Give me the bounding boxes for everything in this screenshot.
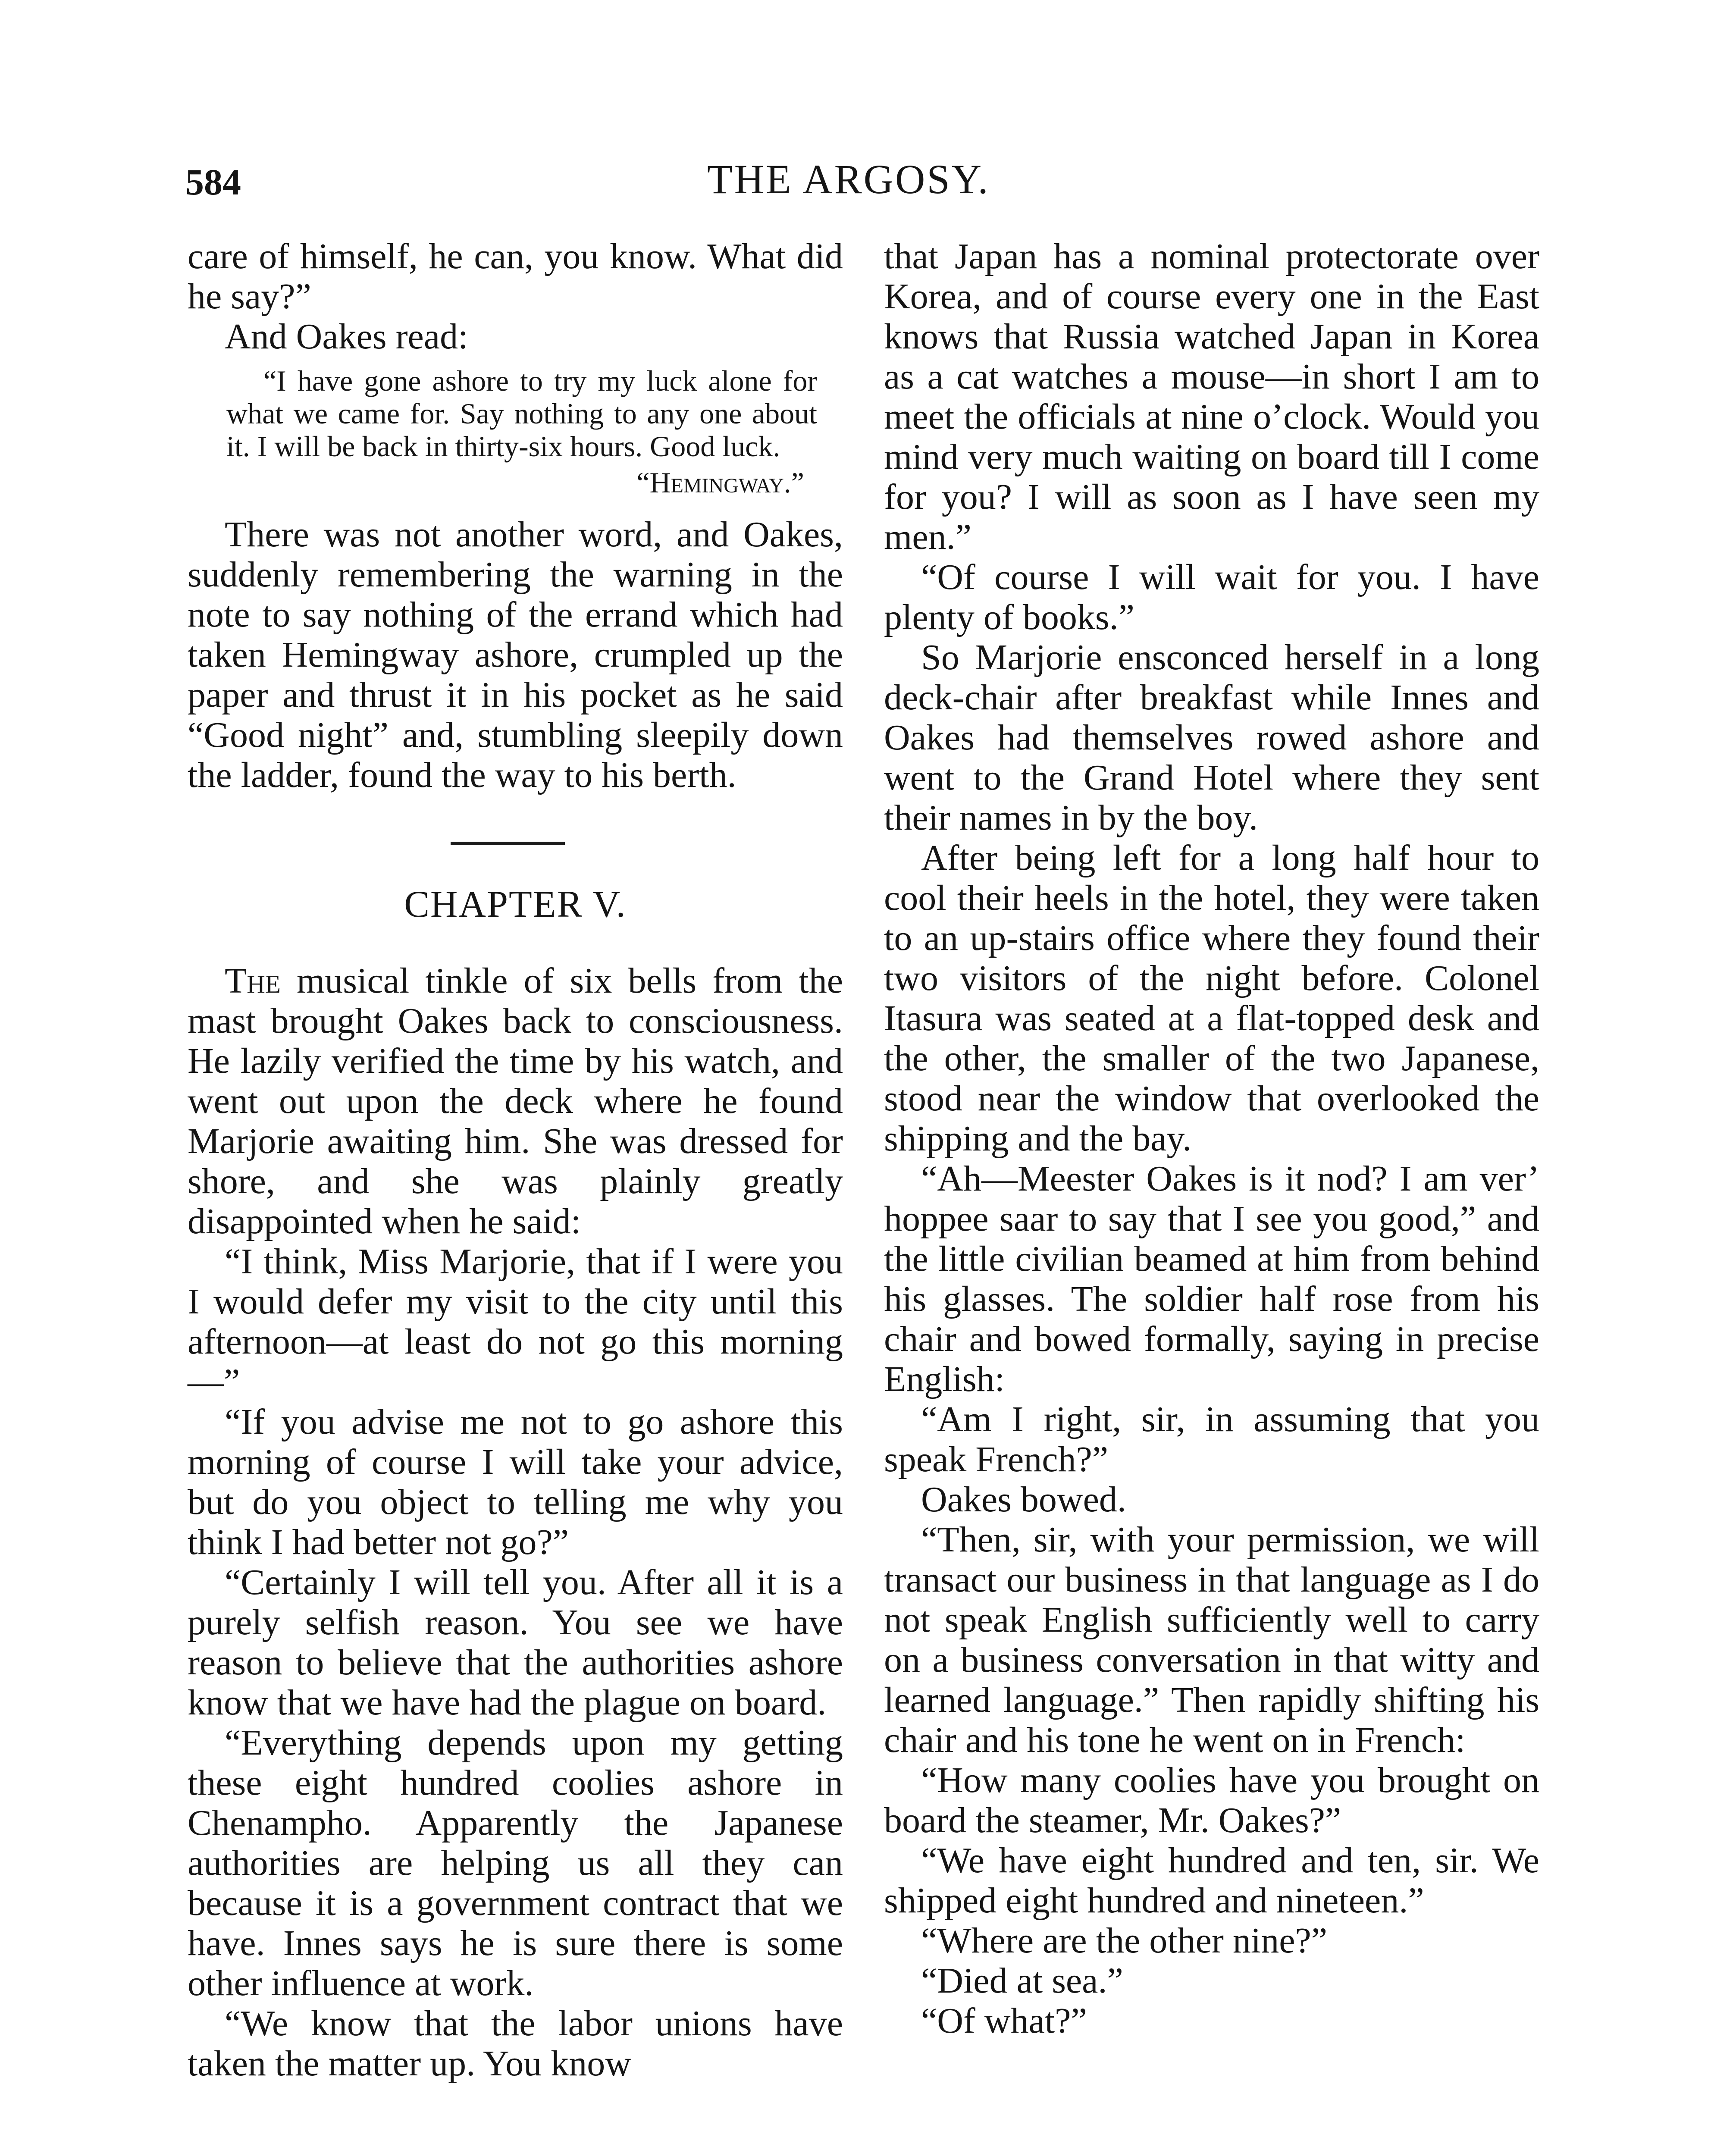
paragraph: that Japan has a nominal protectorate over Korea, and of course every one in the East knows that Russia watched Japan in Korea as a cat watches a mouse—in short I am to meet the officials at nine o’clock. Would you mind very much waiting on board till I come for you? I will as soon as I have seen my men.” [884, 236, 1539, 557]
paragraph: “Then, sir, with your permission, we will transact our business in that language as I do not speak English sufficiently well to carry on a business conversation in that witty and learned language.” Then rapidly shifting his chair and his tone he went on in French: [884, 1520, 1539, 1760]
paragraph: “Died at sea.” [921, 1961, 1123, 2001]
paragraph: “If you advise me not to go ashore this morning of course I will take your advice, but do you object to telling me why you think I had better not go?” [188, 1402, 843, 1562]
paragraph: “How many coolies have you brought on board the steamer, Mr. Oakes?” [884, 1760, 1539, 1840]
left-column [188, 236, 843, 2084]
running-head: THE ARGOSY. [707, 156, 990, 202]
paragraph: “Of course I will wait for you. I have plenty of books.” [884, 557, 1539, 637]
paragraph: “Everything depends upon my getting these eight hundred coolies ashore in Chenampho. Apparently the Japanese authorities are helping us all they can because it is a government contract that we have. Innes says he is sure there is some other influence at work. [188, 1723, 843, 2003]
paragraph: “We have eight hundred and ten, sir. We shipped eight hundred and nineteen.” [884, 1840, 1539, 1921]
note-text: “I have gone ashore to try my luck alone for what we came for. Say nothing to any one about it. I will be back in thirty-six hours. Good luck. [226, 364, 817, 463]
paragraph: “I think, Miss Marjorie, that if I were you I would defer my visit to the city until this afternoon—at least do not go this morning—” [188, 1241, 843, 1402]
paragraph: Oakes bowed. [921, 1479, 1126, 1520]
paragraph: There was not another word, and Oakes, suddenly remembering the warning in the note to say nothing of the errand which had taken Hemingway ashore, crumpled up the paper and thrust it in his pocket as he said “Good night” and, stumbling sleepily down the ladder, found the way to his berth. [188, 514, 843, 795]
note-quote [226, 364, 817, 463]
paragraph: “Certainly I will tell you. After all it is a purely selfish reason. You see we have reason to believe that the authorities ashore know that we have had the plague on board. [188, 1562, 843, 1723]
paragraph: “We know that the labor unions have taken the matter up. You know [188, 2003, 843, 2084]
chapter-title: CHAPTER V. [404, 884, 627, 925]
section-divider [451, 842, 565, 845]
right-column [884, 236, 1539, 2041]
paragraph: care of himself, he can, you know. What did he say?” [188, 236, 843, 317]
paragraph [188, 961, 843, 1241]
paragraph: “Where are the other nine?” [921, 1921, 1328, 1961]
paragraph: “Am I right, sir, in assuming that you speak French?” [884, 1399, 1539, 1479]
paragraph: “Of what?” [921, 2001, 1087, 2041]
paragraph: So Marjorie ensconced herself in a long deck-chair after breakfast while Innes and Oakes had themselves rowed ashore and went to the Grand Hotel where they sent their names in by the boy. [884, 637, 1539, 838]
paragraph: “Ah—Meester Oakes is it nod? I am ver’ hoppee saar to say that I see you good,” and the little civilian beamed at him from behind his glasses. The soldier half rose from his chair and bowed formally, saying in precise English: [884, 1159, 1539, 1399]
drop-word: The [225, 961, 281, 1001]
page-number: 584 [185, 161, 241, 203]
paragraph-text: musical tinkle of six bells from the mast brought Oakes back to consciousness. He lazily verified the time by his watch, and went out upon the deck where he found Marjorie awaiting him. She was dressed for shore, and she was plainly greatly disappointed when he said: [188, 961, 843, 1241]
paragraph: And Oakes read: [225, 317, 468, 357]
paragraph: After being left for a long half hour to cool their heels in the hotel, they were taken to an up-stairs office where they found their two visitors of the night before. Colonel Itasura was seated at a flat-topped desk and the other, the smaller of the two Japanese, stood near the window that overlooked the shipping and the bay. [884, 838, 1539, 1159]
note-signature: “Hemingway.” [636, 466, 804, 499]
